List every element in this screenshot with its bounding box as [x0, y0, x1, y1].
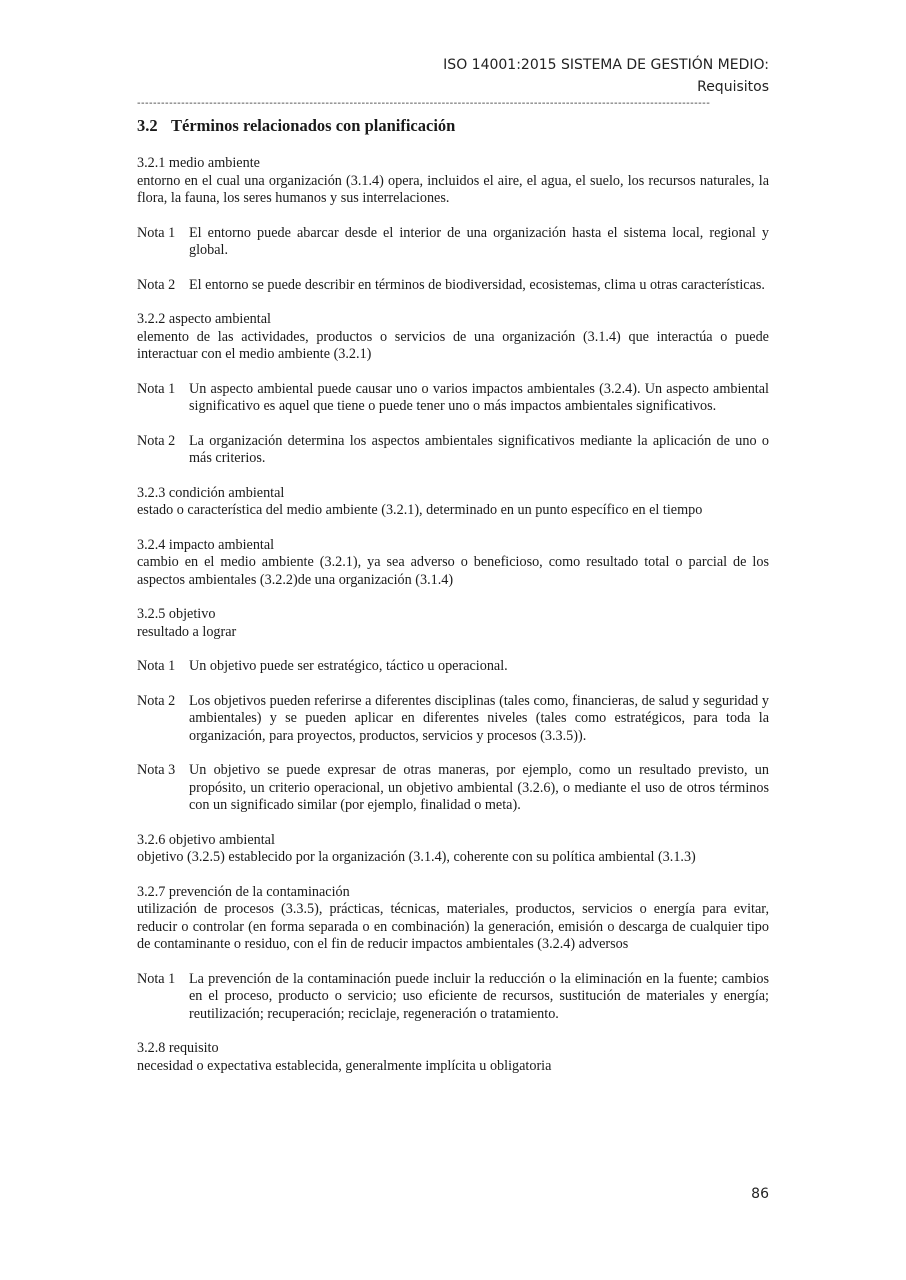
- term-entry: [137, 485, 769, 520]
- note-text: Un objetivo puede ser estratégico, táctico u operacional.: [189, 658, 508, 674]
- note-label: Nota 2: [137, 692, 176, 709]
- note-text: Un objetivo se puede expresar de otras maneras, por ejemplo, como un resultado previsto, un propósito, un criterio operacional, un objetivo ambiental (3.2.6), o mediante el uso de otros términos con un significado similar (por ejemplo, finalidad o meta).: [189, 762, 769, 813]
- note-text: La prevención de la contaminación puede incluir la reducción o la eliminación en la fuente; cambios en el proceso, producto o servicio; uso eficiente de recursos, sustitución de materiales y energía; reutilización; recuperación; reciclaje, regeneración o tratamiento.: [189, 970, 769, 1022]
- term-definition: cambio en el medio ambiente (3.2.1), ya sea adverso o beneficioso, como resultado total o parcial de los aspectos ambientales (3.2.2)de una organización (3.1.4): [137, 554, 769, 588]
- note-label: Nota 3: [137, 762, 176, 778]
- term-note: [137, 658, 769, 676]
- term-note: [137, 277, 769, 295]
- note-label: Nota 2: [137, 432, 176, 449]
- term-note: [137, 971, 769, 1024]
- note-text: Un aspecto ambiental puede causar uno o varios impactos ambientales (3.2.4). Un aspecto ambiental significativo es aquel que tiene o puede tener uno o más impactos ambientales significativos.: [189, 380, 769, 414]
- term-title: 3.2.1 medio ambiente: [137, 155, 260, 171]
- term-note: [137, 433, 769, 468]
- note-label: Nota 1: [137, 380, 176, 397]
- term-note: [137, 762, 769, 815]
- term-definition: entorno en el cual una organización (3.1.4) opera, incluidos el aire, el agua, el suelo, los recursos naturales, la flora, la fauna, los seres humanos y sus interrelaciones.: [137, 172, 769, 206]
- note-text: La organización determina los aspectos ambientales significativos mediante la aplicación de uno o más criterios.: [189, 432, 769, 466]
- term-title: 3.2.3 condición ambiental: [137, 484, 285, 501]
- term-definition: elemento de las actividades, productos o servicios de una organización (3.1.4) que interactúa o puede interactuar con el medio ambiente (3.2.1): [137, 328, 769, 362]
- term-title: 3.2.7 prevención de la contaminación: [137, 883, 350, 900]
- note-label: Nota 1: [137, 970, 176, 987]
- term-definition: objetivo (3.2.5) establecido por la organización (3.1.4), coherente con su política ambiental (3.1.3): [137, 849, 696, 865]
- term-title: 3.2.2 aspecto ambiental: [137, 311, 271, 327]
- term-definition: necesidad o expectativa establecida, generalmente implícita u obligatoria: [137, 1057, 552, 1074]
- section-title: Términos relacionados con planificación: [171, 116, 456, 135]
- section-number: 3.2: [137, 116, 158, 135]
- term-entry: [137, 537, 769, 590]
- term-definition: utilización de procesos (3.3.5), prácticas, técnicas, materiales, productos, servicios o energía para evitar, reducir o controlar (en forma separada o en combinación) la generación, emisión o descarga de cualquier tipo de contaminante o residuo, con el fin de reducir impactos ambientales (3.2.4) adversos: [137, 901, 769, 952]
- note-text: El entorno se puede describir en términos de biodiversidad, ecosistemas, clima u otras características.: [189, 276, 765, 293]
- term-definition: resultado a lograr: [137, 623, 237, 640]
- term-title: 3.2.4 impacto ambiental: [137, 536, 275, 553]
- note-label: Nota 1: [137, 224, 176, 241]
- term-title: 3.2.8 requisito: [137, 1040, 219, 1056]
- terms-list: [137, 155, 769, 1092]
- note-text: El entorno puede abarcar desde el interior de una organización hasta el sistema local, regional y global.: [189, 224, 769, 258]
- header-title: ISO 14001:2015 SISTEMA DE GESTIÓN MEDIO:: [443, 57, 769, 73]
- header-dashed-rule: -----------------------------------------------------------------------------------------------------------------------------------------------: [137, 98, 711, 109]
- term-definition: estado o característica del medio ambiente (3.2.1), determinado en un punto específico en el tiempo: [137, 502, 703, 518]
- term-title: 3.2.6 objetivo ambiental: [137, 831, 275, 848]
- term-entry: [137, 884, 769, 954]
- note-text: Los objetivos pueden referirse a diferentes disciplinas (tales como, financieras, de salud y seguridad y ambientales) y se pueden aplicar en diferentes niveles (tales como estratégicos, para toda la organización, para proyectos, productos, servicios y procesos (3.3.5)).: [189, 692, 769, 744]
- running-header: [349, 54, 769, 98]
- term-entry: [137, 1040, 769, 1075]
- term-entry: [137, 311, 769, 364]
- header-subtitle: Requisitos: [697, 79, 769, 95]
- term-note: [137, 381, 769, 416]
- note-label: Nota 2: [137, 276, 176, 293]
- term-entry: [137, 832, 769, 867]
- note-label: Nota 1: [137, 658, 176, 674]
- term-note: [137, 225, 769, 260]
- term-title: 3.2.5 objetivo: [137, 606, 216, 622]
- section-heading: [137, 115, 455, 137]
- term-entry: [137, 606, 769, 641]
- term-note: [137, 693, 769, 746]
- page-number: 86: [751, 1186, 769, 1202]
- term-entry: [137, 155, 769, 208]
